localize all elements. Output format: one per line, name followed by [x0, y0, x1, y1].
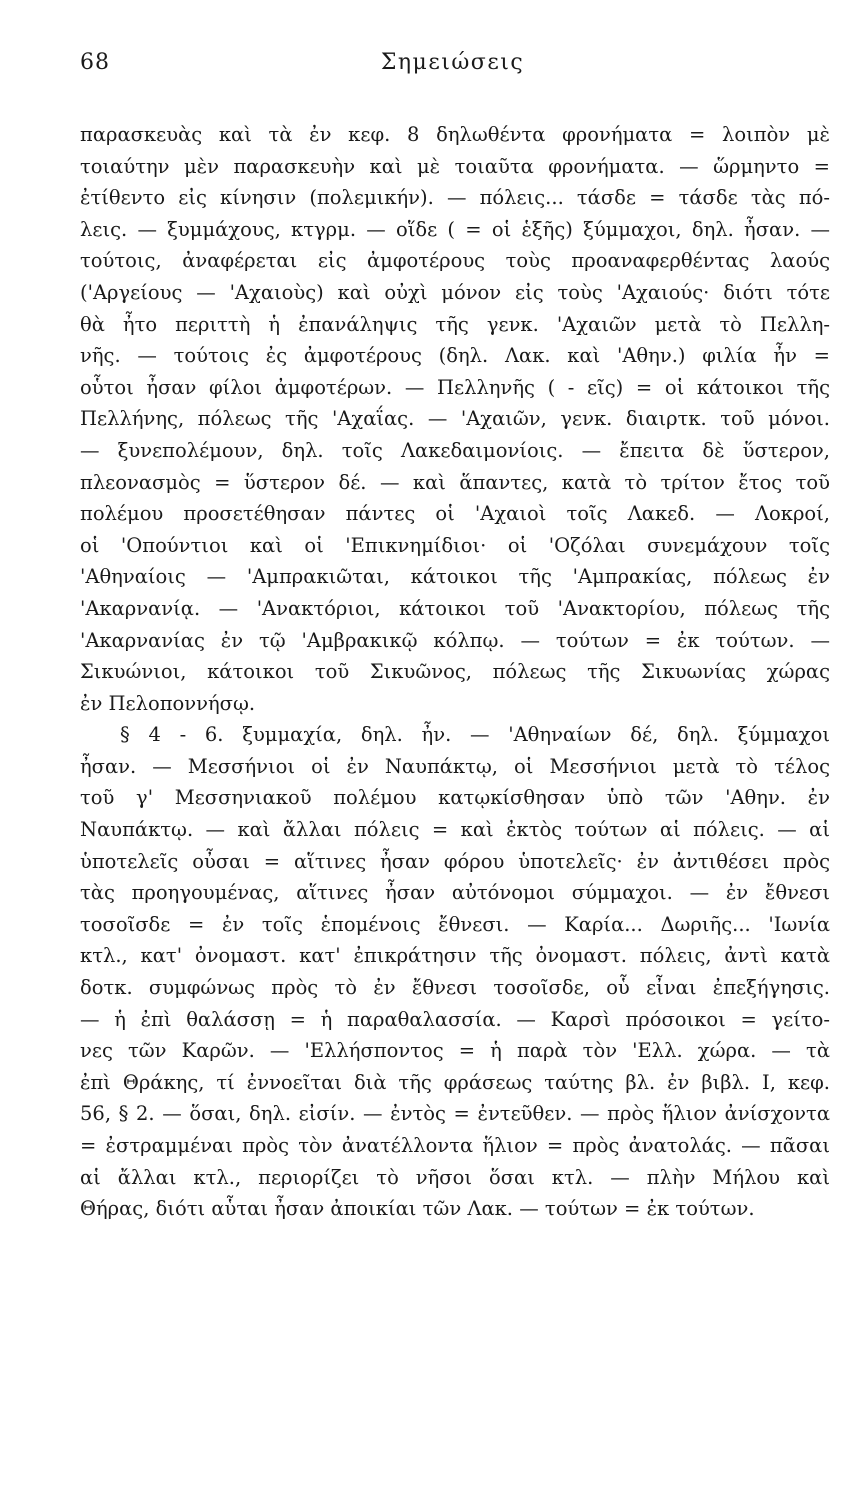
text-line: 'Αθηναίοις — 'Αμπρακιῶται, κάτοικοι τῆς 'Αμπρακίας, πόλεως ἐν	[80, 565, 830, 589]
text-line: κτλ., κατ' ὀνομαστ. κατ' ἐπικράτησιν τῆς ὀνομαστ. πόλεις, ἀντὶ κατὰ	[80, 944, 830, 968]
paragraph-end-line: ἐν Πελοποννήσῳ.	[80, 691, 256, 715]
text-line: 'Ακαρνανίᾳ. — 'Ανακτόριοι, κάτοικοι τοῦ 'Ανακτορίου, πόλεως τῆς	[80, 596, 830, 620]
text-line: Πελλήνης, πόλεως τῆς 'Αχαΐας. — 'Αχαιῶν, γενκ. διαιρτκ. τοῦ μόνοι.	[80, 407, 830, 431]
text-line: νες τῶν Καρῶν. — 'Ελλήσποντος = ἡ παρὰ τὸν 'Ελλ. χώρα. — τὰ	[80, 1039, 830, 1063]
text-line: ἐπὶ Θράκης, τί ἐννοεῖται διὰ τῆς φράσεως ταύτης βλ. ἐν βιβλ. I, κεφ.	[80, 1070, 830, 1094]
text-line: τοσοῖσδε = ἐν τοῖς ἑπομένοις ἔθνεσι. — Καρία... Δωριῆς... 'Ιωνία	[80, 912, 830, 936]
text-line: = ἐστραμμέναι πρὸς τὸν ἀνατέλλοντα ἥλιον = πρὸς ἀνατολάς. — πᾶσαι	[80, 1134, 830, 1157]
text-line: τὰς προηγουμένας, αἵτινες ἦσαν αὐτόνομοι σύμμαχοι. — ἐν ἔθνεσι	[80, 881, 830, 905]
text-line: οὗτοι ἦσαν φίλοι ἀμφοτέρων. — Πελληνῆς ( - εῖς) = οἱ κάτοικοι τῆς	[80, 375, 830, 399]
text-line: θὰ ἦτο περιττὴ ἡ ἐπανάληψις τῆς γενκ. 'Αχαιῶν μετὰ τὸ Πελλη-	[80, 312, 830, 336]
text-line: παρασκευὰς καὶ τὰ ἐν κεφ. 8 δηλωθέντα φρονήματα = λοιπὸν μὲ	[80, 123, 830, 146]
notes-body	[80, 119, 830, 1225]
running-title: Σημειώσεις	[380, 50, 525, 75]
text-line: αἱ ἄλλαι κτλ., περιορίζει τὸ νῆσοι ὅσαι κτλ. — πλὴν Μήλου καὶ	[80, 1165, 830, 1189]
text-line: τούτοις, ἀναφέρεται εἰς ἀμφοτέρους τοὺς προαναφερθέντας λαούς	[80, 249, 830, 273]
text-line: ὑποτελεῖς οὖσαι = αἵτινες ἦσαν φόρου ὑποτελεῖς· ἐν ἀντιθέσει πρὸς	[80, 849, 830, 873]
text-line: 56, § 2. — ὅσαι, δηλ. εἰσίν. — ἐντὸς = ἐντεῦθεν. — πρὸς ἥλιον ἀνίσχοντα	[80, 1102, 830, 1126]
text-line: 'Ακαρνανίας ἐν τῷ 'Αμβρακικῷ κόλπῳ. — τούτων = ἐκ τούτων. —	[80, 628, 830, 652]
section-start-line: § 4 - 6. ξυμμαχία, δηλ. ἦν. — 'Αθηναίων δέ, δηλ. ξύμμαχοι	[120, 723, 830, 747]
text-line: Σικυώνιοι, κάτοικοι τοῦ Σικυῶνος, πόλεως τῆς Σικυωνίας χώρας	[80, 660, 830, 684]
running-head	[80, 50, 825, 90]
text-line: πλεονασμὸς = ὕστερον δέ. — καὶ ἅπαντες, κατὰ τὸ τρίτον ἔτος τοῦ	[80, 470, 830, 494]
text-line: τοιαύτην μὲν παρασκευὴν καὶ μὲ τοιαῦτα φρονήματα. — ὥρμηντο =	[80, 154, 830, 178]
text-line: ('Αργείους — 'Αχαιοὺς) καὶ οὐχὶ μόνον εἰς τοὺς 'Αχαιούς· διότι τότε	[80, 280, 830, 304]
text-line: ἐτίθεντο εἰς κίνησιν (πολεμικήν). — πόλεις... τάσδε = τάσδε τὰς πό-	[80, 186, 830, 210]
text-line: δοτκ. συμφώνως πρὸς τὸ ἐν ἔθνεσι τοσοῖσδε, οὗ εἶναι ἐπεξήγησις.	[80, 976, 830, 1000]
text-line: τοῦ γ' Μεσσηνιακοῦ πολέμου κατῳκίσθησαν ὑπὸ τῶν 'Αθην. ἐν	[80, 786, 830, 810]
text-line: — ἡ ἐπὶ θαλάσσῃ = ἡ παραθαλασσία. — Καρσὶ πρόσοικοι = γείτο-	[80, 1007, 830, 1031]
text-line: ἦσαν. — Μεσσήνιοι οἱ ἐν Ναυπάκτῳ, οἱ Μεσσήνιοι μετὰ τὸ τέλος	[80, 754, 830, 778]
page-number: 68	[80, 50, 110, 75]
text-line: Ναυπάκτῳ. — καὶ ἄλλαι πόλεις = καὶ ἐκτὸς τούτων αἱ πόλεις. — αἱ	[80, 818, 830, 842]
text-line: λεις. — ξυμμάχους, κτγρμ. — οἵδε ( = οἱ ἑξῆς) ξύμμαχοι, δηλ. ἦσαν. —	[80, 217, 830, 241]
paragraph-end-line: Θήρας, διότι αὗται ἦσαν ἀποικίαι τῶν Λακ. — τούτων = ἐκ τούτων.	[80, 1197, 755, 1221]
text-line: πολέμου προσετέθησαν πάντες οἱ 'Αχαιοὶ τοῖς Λακεδ. — Λοκροί,	[80, 502, 830, 526]
text-line: οἱ 'Οπούντιοι καὶ οἱ 'Επικνημίδιοι· οἱ 'Οζόλαι συνεμάχουν τοῖς	[80, 533, 830, 557]
text-line: νῆς. — τούτοις ἐς ἀμφοτέρους (δηλ. Λακ. καὶ 'Αθην.) φιλία ἦν =	[80, 344, 830, 368]
text-line: — ξυνεπολέμουν, δηλ. τοῖς Λακεδαιμονίοις. — ἔπειτα δὲ ὕστερον,	[80, 438, 830, 462]
